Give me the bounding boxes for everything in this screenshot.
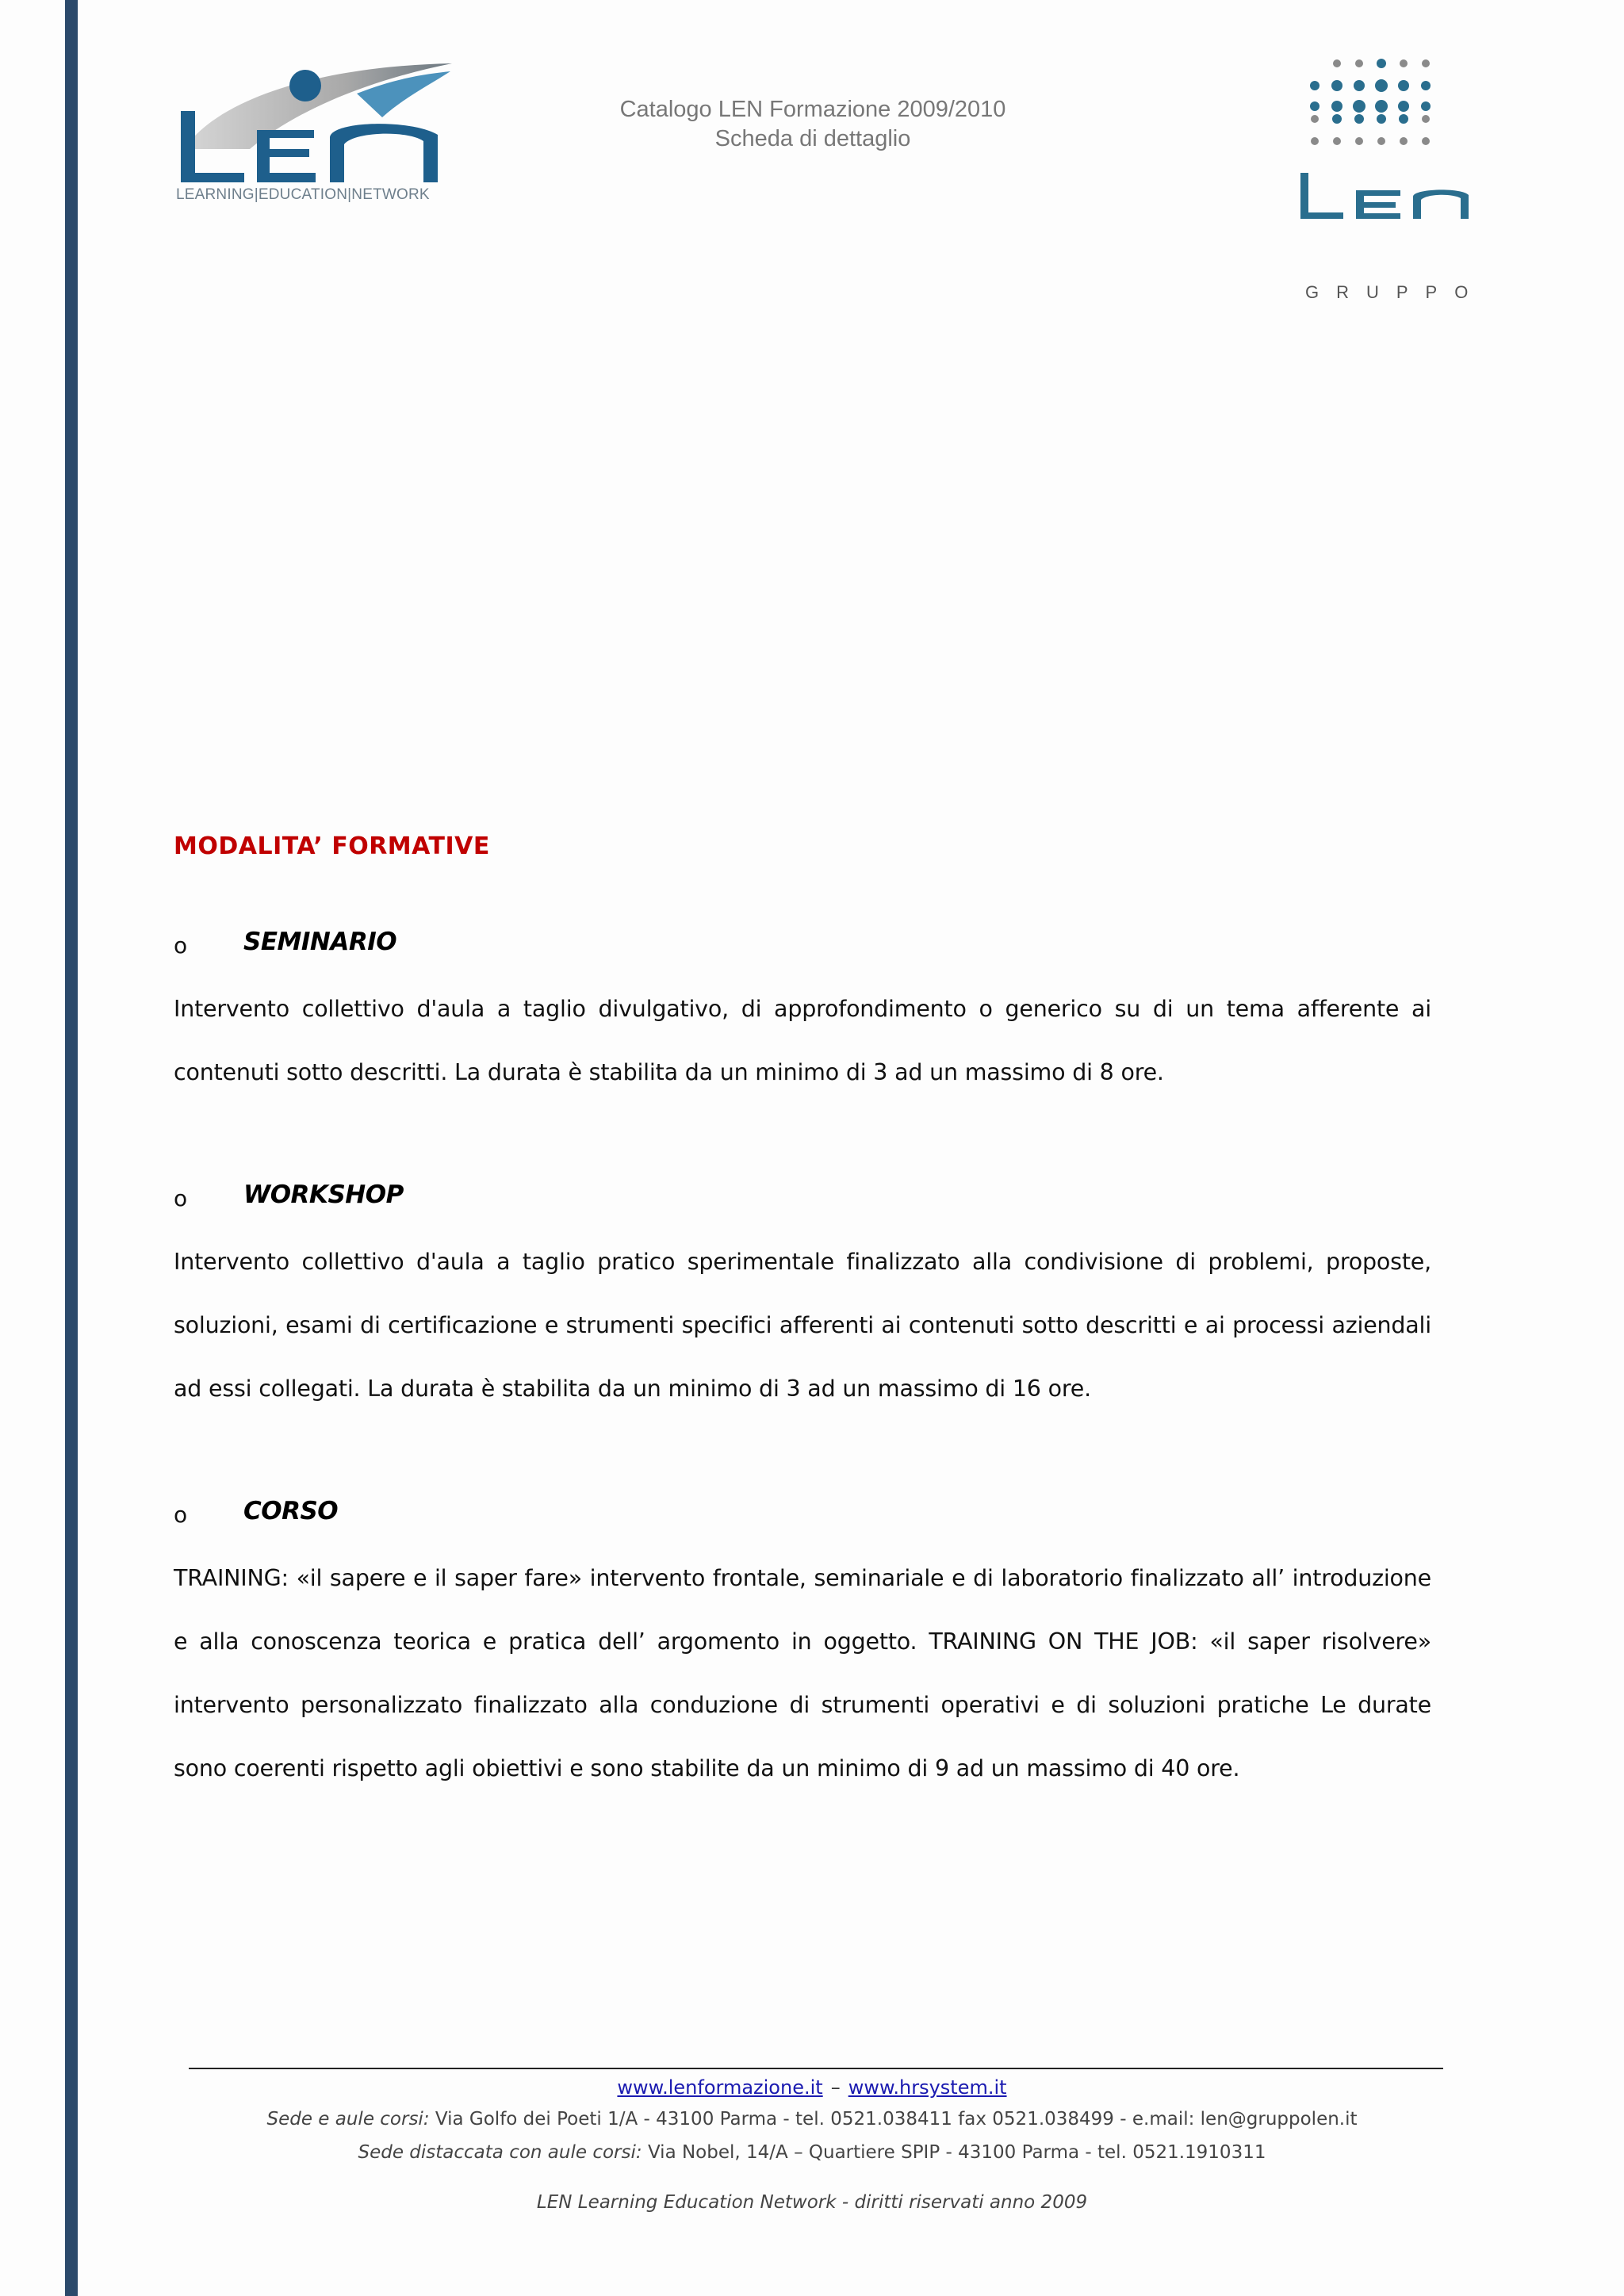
footer-links bbox=[0, 2076, 1624, 2099]
left-margin-bar bbox=[65, 0, 78, 2296]
footer-address-main bbox=[0, 2109, 1624, 2130]
bullet-icon: o bbox=[174, 1185, 188, 1211]
hrsystem-link[interactable]: www.hrsystem.it bbox=[848, 2076, 1007, 2099]
catalog-subtitle: Scheda di dettaglio bbox=[714, 126, 911, 151]
gruppo-label: GRUPPO bbox=[1305, 282, 1486, 302]
link-separator: – bbox=[830, 2076, 841, 2099]
address-text: Via Golfo dei Poeti 1/A - 43100 Parma - tel. 0521.038411 fax 0521.038499 - e.mail: len@gruppolen.it bbox=[429, 2109, 1358, 2130]
dot-grid-icon bbox=[1297, 54, 1472, 165]
section-title: MODALITA’ FORMATIVE bbox=[174, 832, 490, 860]
footer-divider bbox=[189, 2068, 1443, 2069]
item-description: TRAINING: «il sapere e il saper fare» intervento frontale, seminariale e di laboratorio finalizzato all’ introduzione e alla conoscenza teorica e pratica dell’ argomento in oggetto. TRAINING ON THE JOB: «il saper risolvere» intervento personalizzato finalizzato alla conduzione di strumenti operativi e di soluzioni pratiche Le durate sono coerenti rispetto agli obiettivi e sono stabilite da un minimo di 9 ad un massimo di 40 ore. bbox=[174, 1565, 1431, 1781]
item-description: Intervento collettivo d'aula a taglio divulgativo, di approfondimento o generico su di un tema afferente ai contenuti sotto descritti. La durata è stabilita da un minimo di 3 ad un massimo di 8 ore. bbox=[174, 996, 1431, 1085]
footer-address-branch bbox=[0, 2142, 1624, 2163]
gruppo-len-logo bbox=[1297, 54, 1486, 302]
bullet-icon: o bbox=[174, 1502, 188, 1528]
len-logo-mark bbox=[174, 62, 452, 189]
branch-text: Via Nobel, 14/A – Quartiere SPIP - 43100 Parma - tel. 0521.1910311 bbox=[642, 2142, 1266, 2163]
lenformazione-link[interactable]: www.lenformazione.it bbox=[617, 2076, 823, 2099]
item-title: WORKSHOP bbox=[243, 1181, 404, 1209]
item-description: Intervento collettivo d'aula a taglio pratico sperimentale finalizzato alla condivisione di problemi, proposte, soluzioni, esami di certificazione e strumenti specifici afferenti ai contenuti sotto descritti e ai processi aziendali ad essi collegati. La durata è stabilita da un minimo di 3 ad un massimo di 16 ore. bbox=[174, 1249, 1431, 1402]
branch-label: Sede distaccata con aule corsi: bbox=[358, 2142, 642, 2163]
item-title: CORSO bbox=[243, 1497, 339, 1525]
bullet-icon: o bbox=[174, 932, 188, 959]
item-title: SEMINARIO bbox=[243, 928, 397, 956]
len-wordmark bbox=[1297, 166, 1472, 222]
len-logo-tagline: LEARNING|EDUCATION|NETWORK bbox=[176, 186, 430, 203]
address-label: Sede e aule corsi: bbox=[266, 2109, 430, 2130]
document-header bbox=[555, 95, 1071, 154]
len-logo bbox=[174, 62, 452, 209]
footer-copyright: LEN Learning Education Network - diritti riservati anno 2009 bbox=[536, 2192, 1088, 2213]
catalog-title: Catalogo LEN Formazione 2009/2010 bbox=[619, 97, 1006, 122]
